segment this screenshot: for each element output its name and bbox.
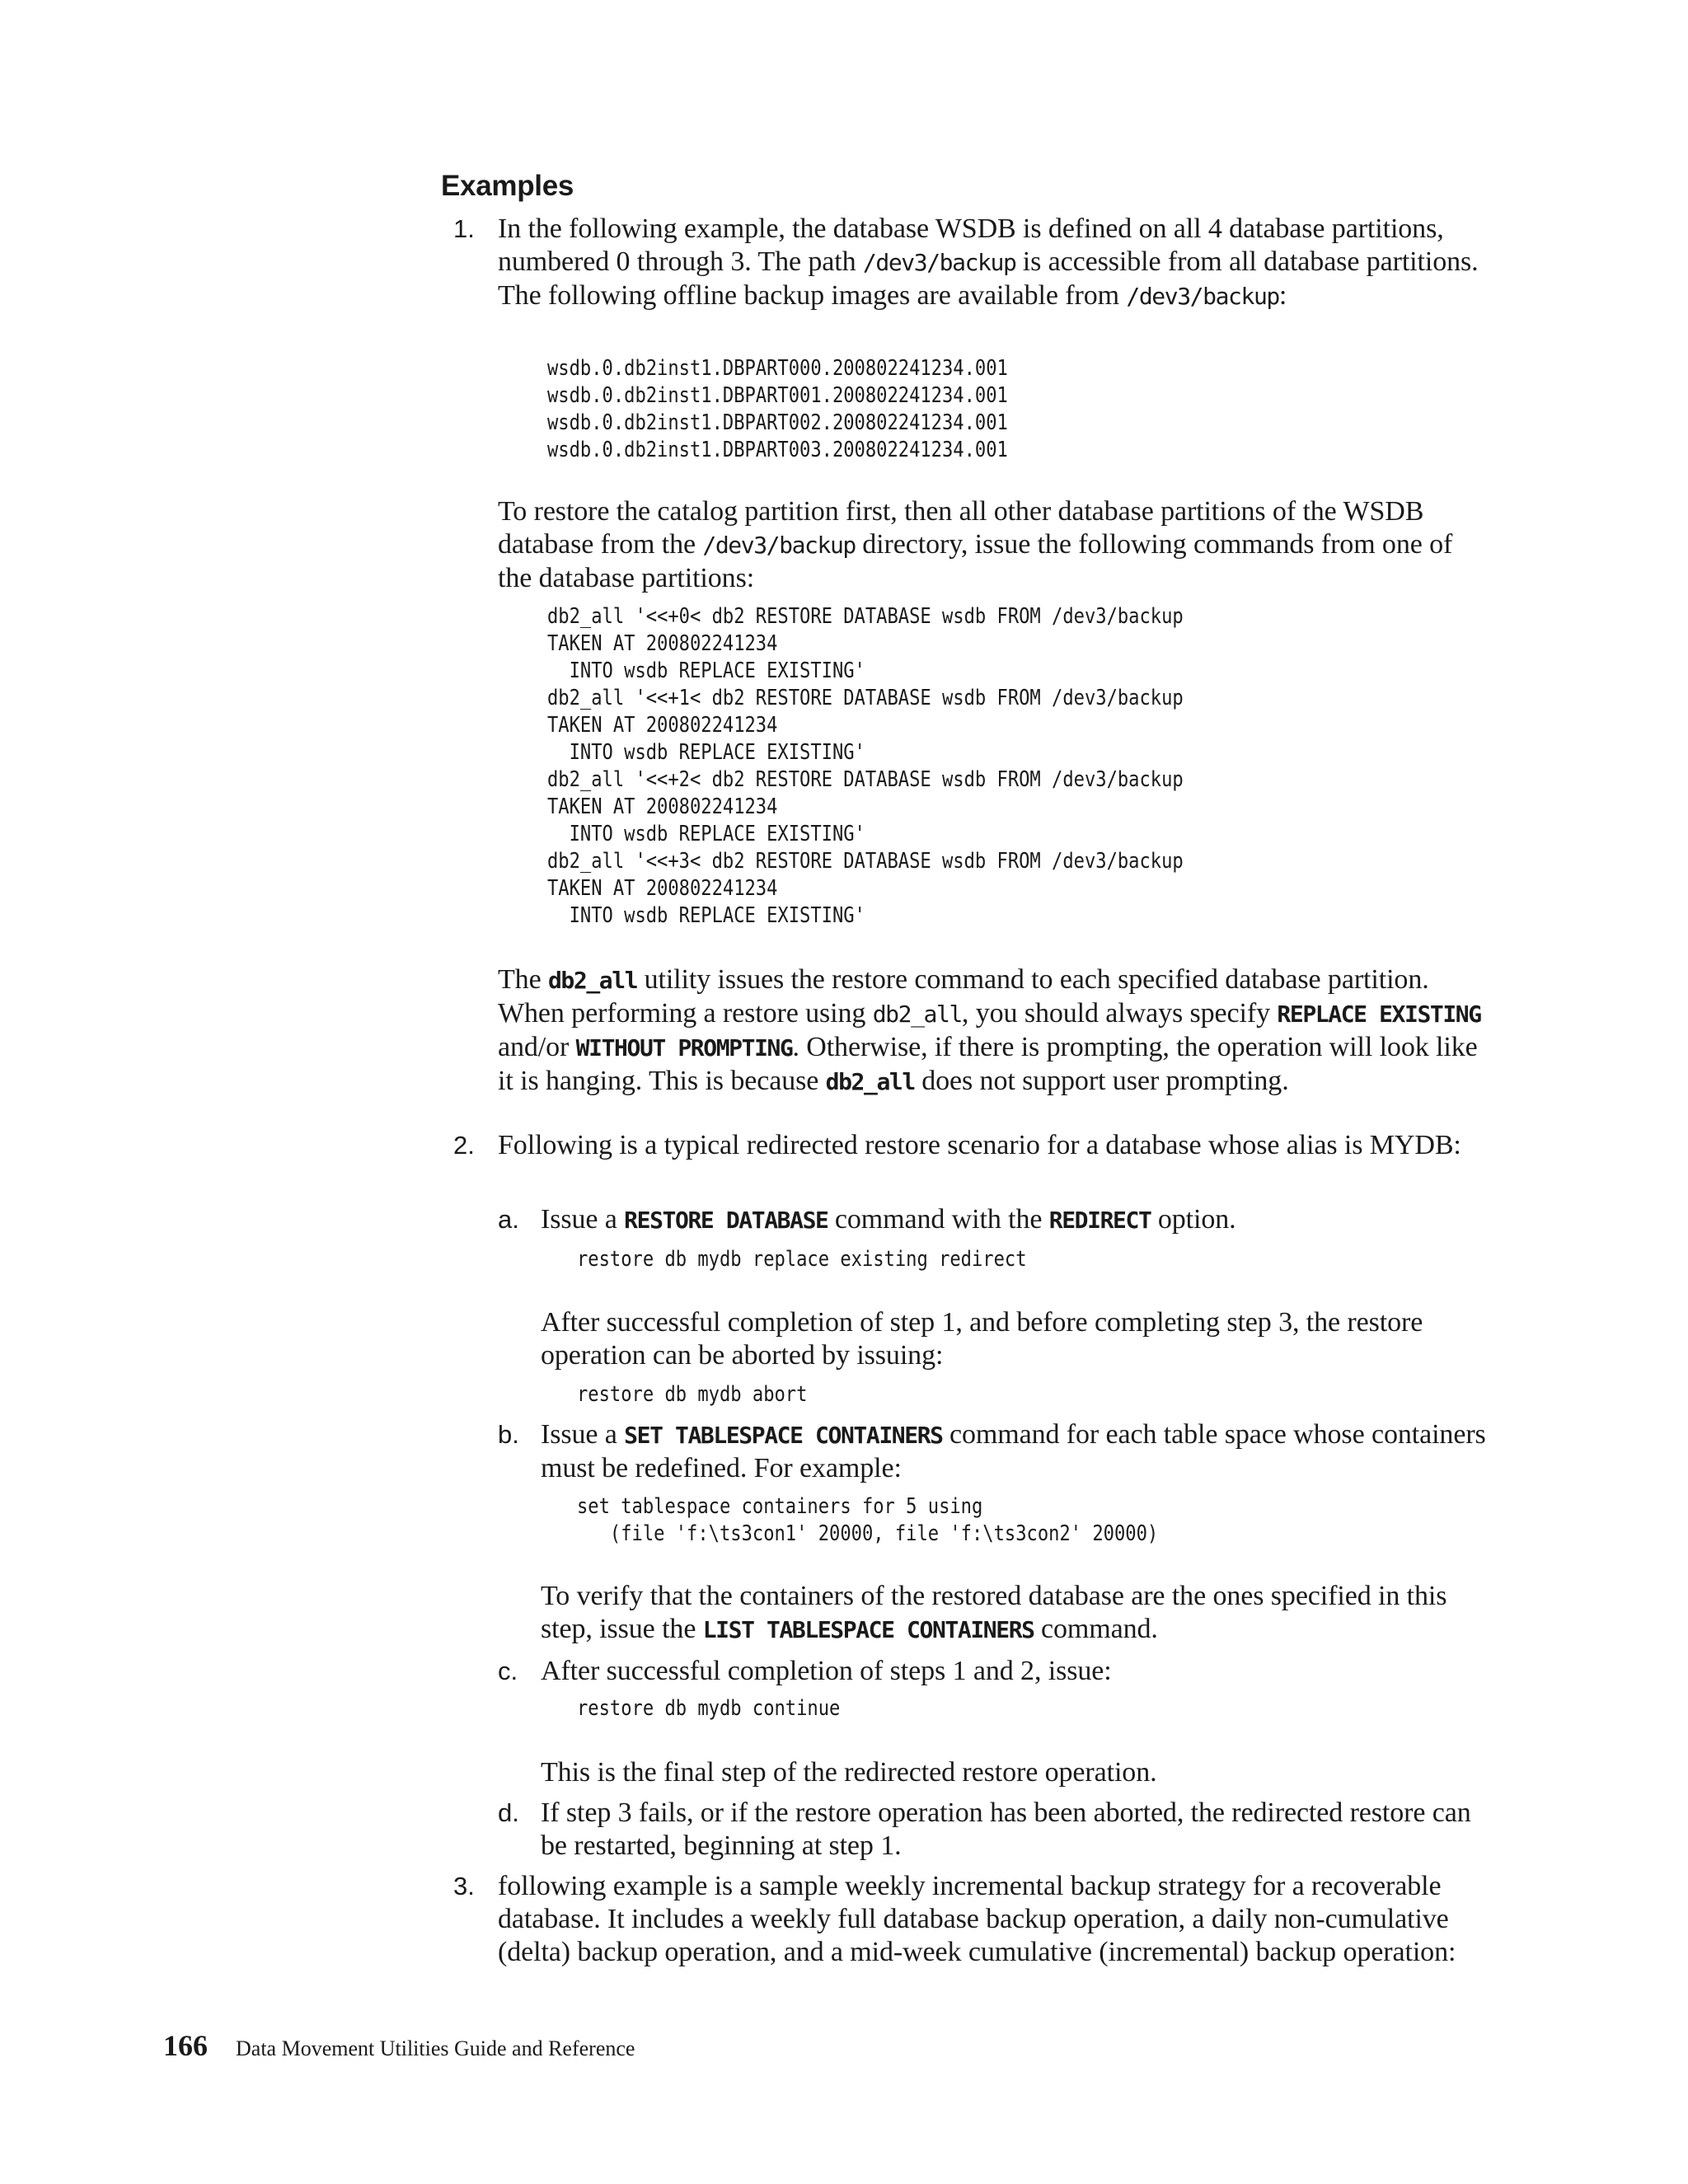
sub-list-letter: c. bbox=[498, 1657, 518, 1685]
page-number: 166 bbox=[163, 2029, 208, 2062]
option-name: WITHOUT PROMPTING bbox=[575, 1034, 793, 1062]
step-a-text bbox=[541, 1203, 1489, 1237]
note-text: . Otherwise, if there is prompting, the operation will look like it is hanging. This is because bbox=[498, 1032, 1478, 1096]
restore-text: directory, issue the following commands from one of the database partitions: bbox=[498, 529, 1453, 593]
step-b-text bbox=[541, 1418, 1489, 1485]
example-3-text: following example is a sample weekly incremental backup strategy for a recoverable database. It includes a weekly full database backup operation, a daily non-cumulative (delta) backup operation, and a mid-week cumulative (incremental) backup operation: bbox=[498, 1871, 1456, 1967]
sub-list-letter: d. bbox=[498, 1798, 519, 1827]
step-c-final: This is the final step of the redirected restore operation. bbox=[541, 1757, 1157, 1788]
path-code: /dev3/backup bbox=[1126, 283, 1279, 310]
step-text: Issue a bbox=[541, 1204, 625, 1235]
backup-image-list: wsdb.0.db2inst1.DBPART000.200802241234.001 wsdb.0.db2inst1.DBPART001.200802241234.001 wsdb.0.db2inst1.DBPART002.200802241234.001 wsdb.0.db2inst1.DBPART003.200802241234.001 bbox=[547, 356, 1008, 462]
db2all-note bbox=[498, 963, 1487, 1099]
verify-text: command. bbox=[1034, 1614, 1158, 1644]
command-name: RESTORE DATABASE bbox=[624, 1207, 828, 1234]
step-c-text: After successful completion of steps 1 and 2, issue: bbox=[541, 1656, 1112, 1686]
section-heading: Examples bbox=[441, 170, 574, 202]
step-d-text: If step 3 fails, or if the restore operation has been aborted, the redirected restore can be restarted, beginning at step 1. bbox=[541, 1797, 1471, 1861]
note-text: , you should always specify bbox=[961, 998, 1278, 1029]
step-b-code: set tablespace containers for 5 using (file 'f:\ts3con1' 20000, file 'f:\ts3con2' 20000) bbox=[577, 1494, 1159, 1546]
step-text: command for each table space whose containers must be redefined. For example: bbox=[541, 1419, 1486, 1483]
restore-description bbox=[498, 495, 1487, 595]
note-text: and/or bbox=[498, 1032, 576, 1062]
step-text: option. bbox=[1151, 1204, 1236, 1235]
restore-text: To restore the catalog partition first, then all other database partitions of the WSDB database from the bbox=[498, 496, 1424, 560]
path-code: /dev3/backup bbox=[702, 532, 856, 559]
list-number: 1. bbox=[453, 214, 475, 243]
abort-code: restore db mydb abort bbox=[577, 1382, 808, 1407]
command-name: db2_all bbox=[872, 1001, 962, 1028]
intro-text: is accessible from all database partitions. The following offline backup images are available from bbox=[498, 246, 1479, 311]
step-b-verify bbox=[541, 1580, 1489, 1647]
step-a-abort-note: After successful completion of step 1, and before completing step 3, the restore operation can be aborted by issuing: bbox=[541, 1307, 1423, 1371]
intro-text: : bbox=[1278, 280, 1287, 311]
example-1-intro bbox=[498, 213, 1487, 313]
example-2-intro: Following is a typical redirected restore scenario for a database whose alias is MYDB: bbox=[498, 1130, 1461, 1160]
sub-list-letter: a. bbox=[498, 1205, 519, 1234]
list-number: 3. bbox=[453, 1872, 475, 1900]
intro-text: In the following example, the database WSDB is defined on all 4 database partitions, numbered 0 through 3. The path bbox=[498, 213, 1444, 277]
note-text: does not support user prompting. bbox=[914, 1066, 1289, 1096]
step-text: command with the bbox=[828, 1204, 1049, 1235]
option-name: REDIRECT bbox=[1048, 1207, 1151, 1234]
step-text: Issue a bbox=[541, 1419, 625, 1450]
command-name: SET TABLESPACE CONTAINERS bbox=[624, 1422, 943, 1449]
note-text: utility issues the restore command to each specified database partition. When performing a restore using bbox=[498, 964, 1429, 1029]
path-code: /dev3/backup bbox=[862, 249, 1016, 276]
page-footer bbox=[163, 2029, 635, 2062]
option-name: REPLACE EXISTING bbox=[1277, 1001, 1481, 1028]
command-name: LIST TABLESPACE CONTAINERS bbox=[702, 1616, 1034, 1643]
list-number: 2. bbox=[453, 1131, 475, 1160]
verify-text: To verify that the containers of the restored database are the ones specified in this step, issue the bbox=[541, 1581, 1447, 1644]
step-a-code: restore db mydb replace existing redirect bbox=[577, 1247, 1027, 1272]
restore-commands: db2_all '<<+0< db2 RESTORE DATABASE wsdb FROM /dev3/backup TAKEN AT 200802241234 INTO wsdb REPLACE EXISTING' db2_all '<<+1< db2 RESTORE DATABASE wsdb FROM /dev3/backup TAKEN AT 200802241234 INTO wsdb REPLACE EXISTING' db2_all '<<+2< db2 RESTORE DATABASE wsdb FROM /dev3/backup TAKEN AT 200802241234 INTO wsdb REPLACE EXISTING' db2_all '<<+3< db2 RESTORE DATABASE wsdb FROM /dev3/backup TAKEN AT 200802241234 INTO wsdb REPLACE EXISTING' bbox=[547, 604, 1184, 928]
book-title: Data Movement Utilities Guide and Reference bbox=[236, 2036, 635, 2060]
command-name: db2_all bbox=[825, 1068, 915, 1095]
note-text: The bbox=[498, 964, 548, 995]
sub-list-letter: b. bbox=[498, 1420, 519, 1449]
step-c-code: restore db mydb continue bbox=[577, 1696, 841, 1721]
command-name: db2_all bbox=[547, 967, 638, 994]
